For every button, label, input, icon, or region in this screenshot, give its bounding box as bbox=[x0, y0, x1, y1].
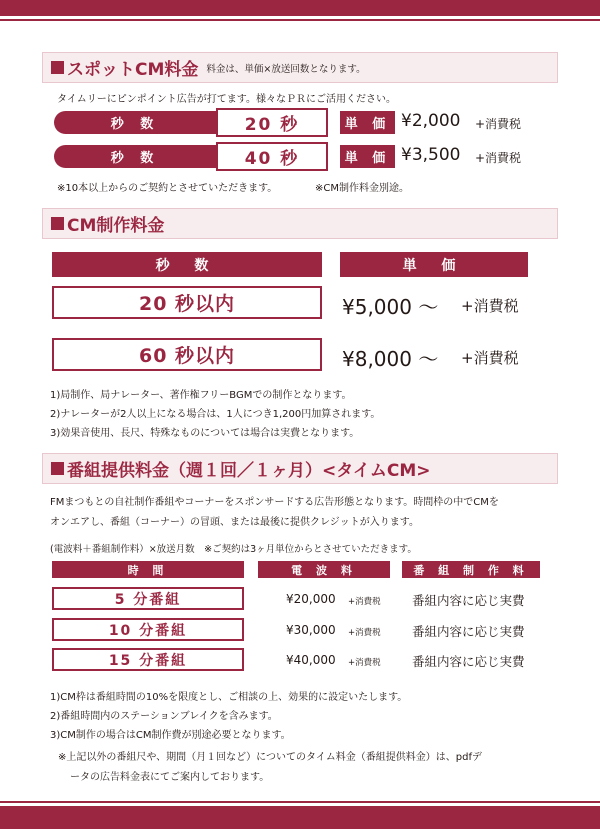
bottom-rule bbox=[0, 801, 600, 803]
program-row-2-time: 10 分番組 bbox=[52, 618, 244, 641]
production-row-1-seconds: 20 秒以内 bbox=[52, 286, 322, 319]
program-desc-line-1: FMまつもとの自社制作番組やコーナーをスポンサードする広告形態となります。時間枠の中でCMを bbox=[50, 497, 499, 508]
spot-note-2: ※CM制作料金別途。 bbox=[315, 183, 409, 194]
production-title: CM制作料金 bbox=[67, 216, 165, 236]
top-rule bbox=[0, 19, 600, 21]
program-header-fee: 電 波 料 bbox=[258, 561, 390, 578]
spot-row-1-unit-label: 単 価 bbox=[340, 111, 395, 134]
spot-row-2-label: 秒 数 bbox=[54, 145, 216, 168]
top-band bbox=[0, 0, 600, 16]
production-row-2-tax: +消費税 bbox=[461, 349, 519, 367]
production-row-1-price: ¥5,000 ～ bbox=[342, 295, 439, 319]
bottom-band bbox=[0, 806, 600, 829]
spot-row-2-tax: +消費税 bbox=[475, 151, 522, 165]
program-header-time: 時 間 bbox=[52, 561, 244, 578]
program-row-3-production: 番組内容に応じ実費 bbox=[412, 654, 525, 669]
square-bullet-icon bbox=[51, 217, 64, 230]
program-section-header bbox=[42, 453, 558, 484]
program-row-1-tax: +消費税 bbox=[348, 597, 381, 607]
spot-row-1-label: 秒 数 bbox=[54, 111, 216, 134]
square-bullet-icon bbox=[51, 61, 64, 74]
program-desc-line-2: オンエアし、番組（コーナー）の冒頭、または最後に提供クレジットが入ります。 bbox=[50, 517, 419, 528]
spot-intro: タイムリーにピンポイント広告が打てます。様々なＰＲにご活用ください。 bbox=[57, 94, 396, 105]
program-row-3-time: 15 分番組 bbox=[52, 648, 244, 671]
program-row-1-fee: ¥20,000 bbox=[286, 592, 336, 606]
program-row-3-fee: ¥40,000 bbox=[286, 653, 336, 667]
program-note-3: 3)CM制作の場合はCM制作費が別途必要となります。 bbox=[50, 730, 291, 741]
production-note-1: 1)局制作、局ナレーター、著作権フリーBGMでの制作となります。 bbox=[50, 390, 352, 401]
spot-row-1-tax: +消費税 bbox=[475, 117, 522, 131]
production-row-1-tax: +消費税 bbox=[461, 297, 519, 315]
program-row-1-time: 5 分番組 bbox=[52, 587, 244, 610]
program-footer-line-2: ータの広告料金表にてご案内しております。 bbox=[70, 772, 270, 783]
spot-row-2-seconds: 40 秒 bbox=[216, 142, 328, 171]
program-row-3-tax: +消費税 bbox=[348, 658, 381, 668]
spot-title: スポットCM料金 bbox=[67, 60, 199, 80]
program-title: 番組提供料金（週１回／１ヶ月）<タイムCM> bbox=[67, 461, 431, 481]
production-header-unit: 単 価 bbox=[340, 252, 528, 277]
program-row-2-tax: +消費税 bbox=[348, 628, 381, 638]
program-formula: (電波料＋番組制作料）×放送月数 ※ご契約は3ヶ月単位からとさせていただきます。 bbox=[50, 544, 417, 555]
spot-row-2-price: ¥3,500 bbox=[401, 145, 461, 165]
program-header-production: 番 組 制 作 料 bbox=[402, 561, 540, 578]
program-note-2: 2)番組時間内のステーションブレイクを含みます。 bbox=[50, 711, 278, 722]
production-row-2-seconds: 60 秒以内 bbox=[52, 338, 322, 371]
program-row-1-production: 番組内容に応じ実費 bbox=[412, 593, 525, 608]
production-header-seconds: 秒 数 bbox=[52, 252, 322, 277]
square-bullet-icon bbox=[51, 462, 64, 475]
spot-section-header bbox=[42, 52, 558, 83]
program-footer-line-1: ※上記以外の番組尺や、期間（月１回など）についてのタイム料金（番組提供料金）は、pdfデ bbox=[58, 752, 482, 763]
production-row-2-price: ¥8,000 ～ bbox=[342, 347, 439, 371]
program-note-1: 1)CM枠は番組時間の10%を限度とし、ご相談の上、効果的に設定いたします。 bbox=[50, 692, 408, 703]
production-note-2: 2)ナレーターが2人以上になる場合は、1人につき1,200円加算されます。 bbox=[50, 409, 381, 420]
spot-note-1: ※10本以上からのご契約とさせていただきます。 bbox=[57, 183, 278, 194]
program-row-2-fee: ¥30,000 bbox=[286, 623, 336, 637]
production-note-3: 3)効果音使用、長尺、特殊なものについては場合は実費となります。 bbox=[50, 428, 360, 439]
spot-row-2-unit-label: 単 価 bbox=[340, 145, 395, 168]
spot-row-1-price: ¥2,000 bbox=[401, 111, 461, 131]
spot-subtitle: 料金は、単価×放送回数となります。 bbox=[206, 63, 366, 75]
program-row-2-production: 番組内容に応じ実費 bbox=[412, 624, 525, 639]
spot-row-1-seconds: 20 秒 bbox=[216, 108, 328, 137]
production-section-header bbox=[42, 208, 558, 239]
